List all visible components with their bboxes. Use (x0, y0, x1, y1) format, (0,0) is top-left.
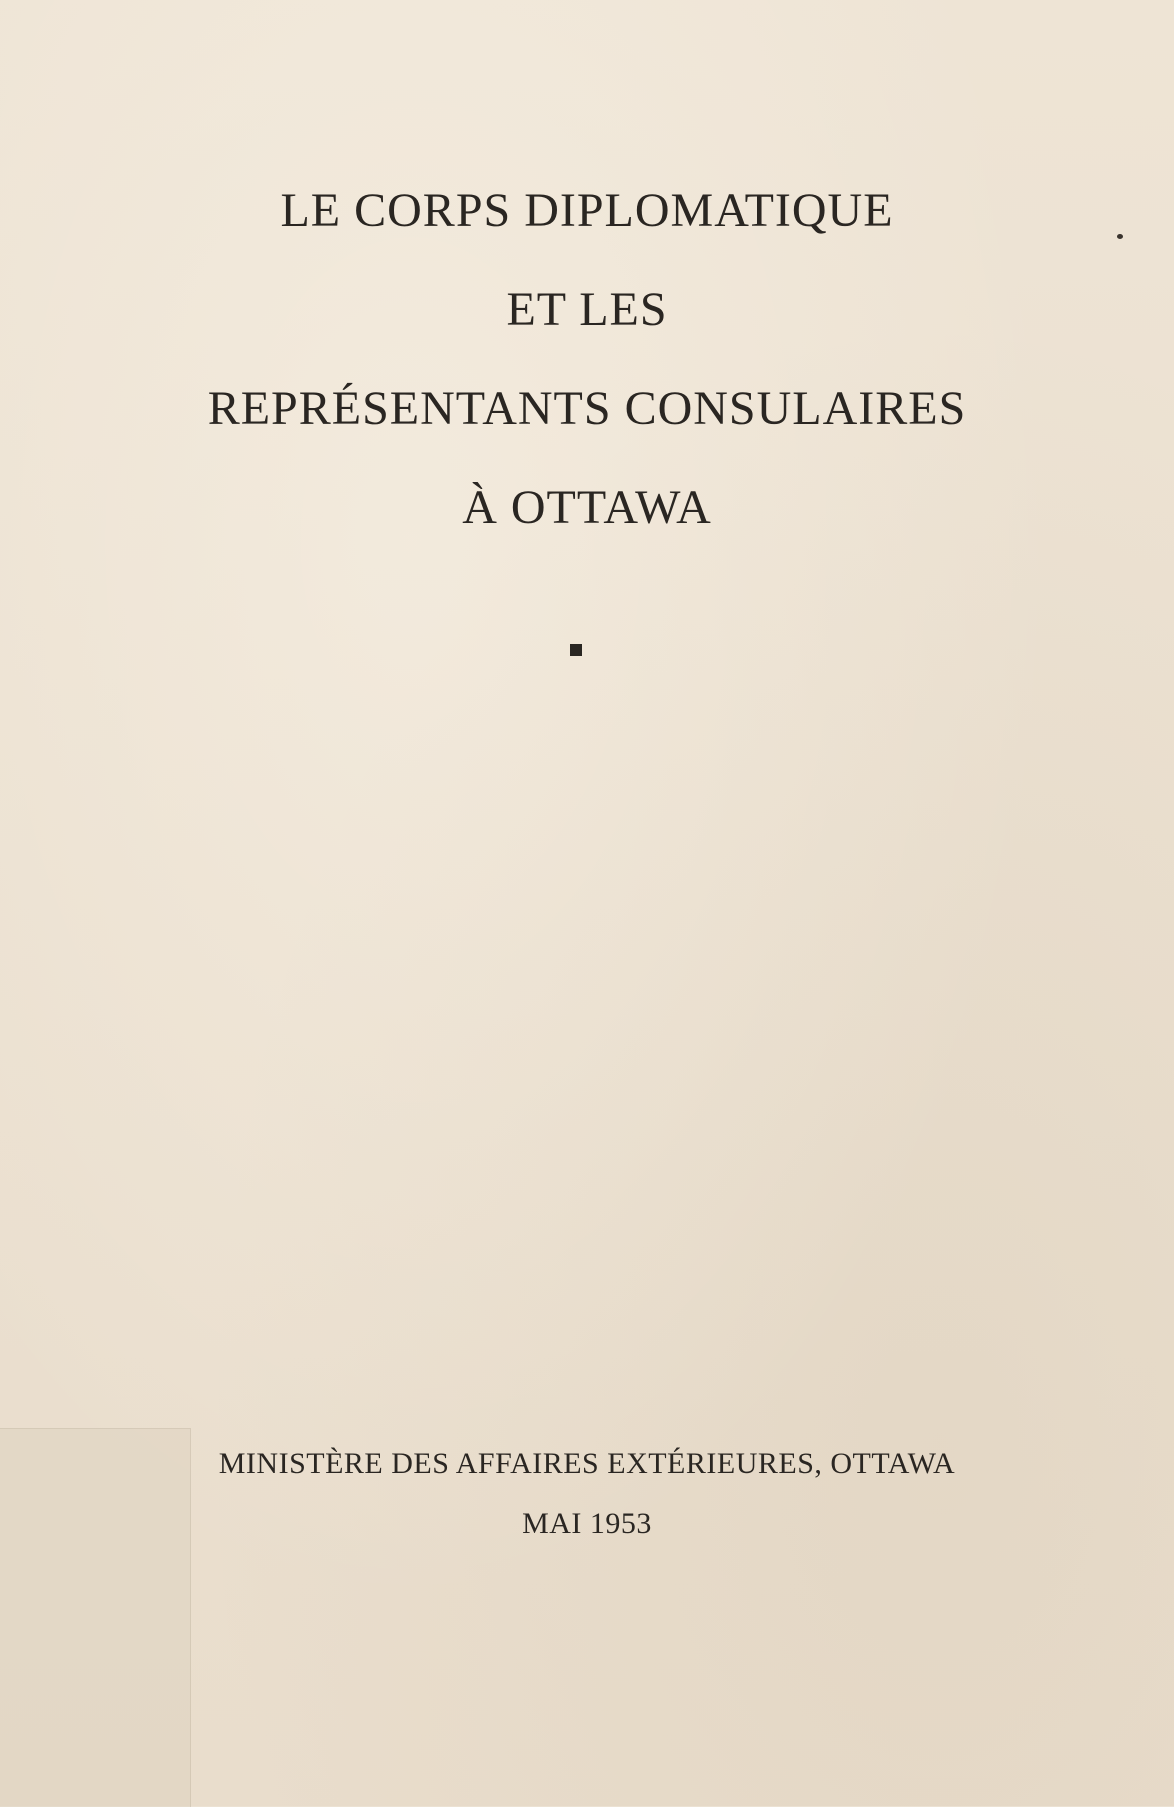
title-block (0, 186, 1174, 582)
title-line-1: LE CORPS DIPLOMATIQUE (280, 184, 894, 237)
title-line-2: ET LES (506, 283, 668, 336)
publisher-line: MINISTÈRE DES AFFAIRES EXTÉRIEURES, OTTAWA (218, 1447, 956, 1480)
ink-speck-icon (1117, 234, 1123, 239)
title-line-4: À OTTAWA (462, 481, 712, 534)
imprint-block (0, 1448, 1174, 1568)
square-ornament-icon (570, 644, 582, 656)
title-line-3: REPRÉSENTANTS CONSULAIRES (207, 382, 967, 435)
date-line: MAI 1953 (522, 1507, 652, 1540)
